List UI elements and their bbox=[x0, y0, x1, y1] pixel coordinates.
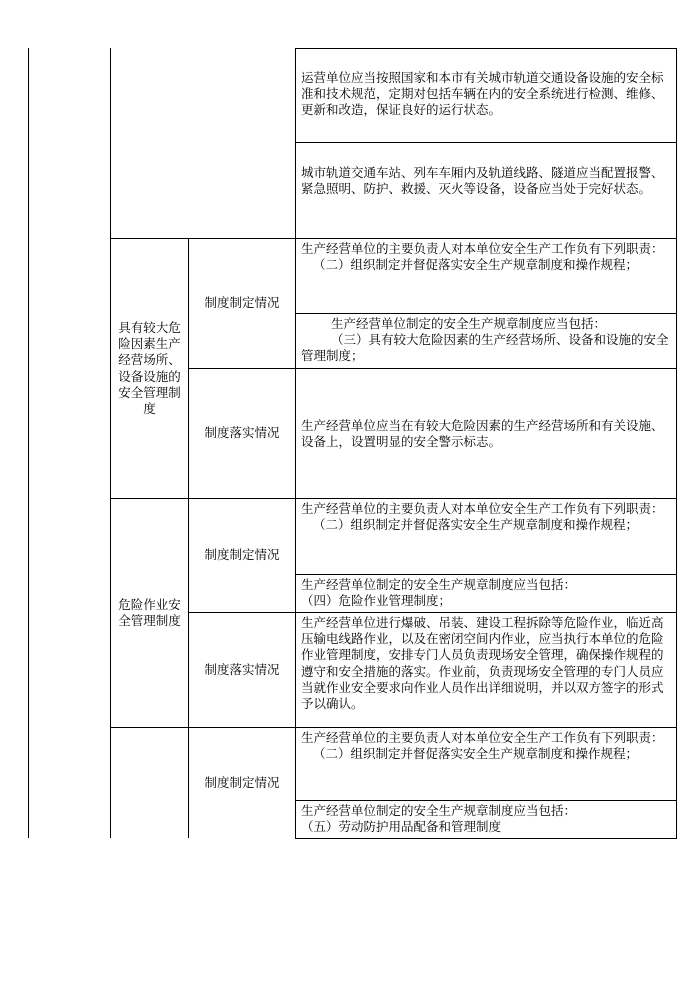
requirement-text: 生产经营单位的主要负责人对本单位安全生产工作负有下列职责： （二）组织制定并督促落实安全生产规章制度和操作规程； bbox=[301, 241, 664, 273]
requirement-text: 生产经营单位制定的安全生产规章制度应当包括： （四）危险作业管理制度； bbox=[301, 577, 577, 609]
category-cell bbox=[111, 239, 188, 498]
subcategory-label: 制度落实情况 bbox=[204, 425, 280, 441]
subcategory-label: 制度落实情况 bbox=[204, 661, 280, 677]
row-line bbox=[295, 142, 677, 143]
subcategory-cell bbox=[189, 613, 295, 727]
requirement-text: 运营单位应当按照国家和本市有关城市轨道交通设备设施的安全标准和技术规范，定期对包括车辆在内的安全系统进行检测、维修、更新和改造，保证良好的运行状态。 bbox=[301, 70, 664, 118]
category-label: 危险作业安全管理制度 bbox=[118, 596, 181, 628]
row-line bbox=[295, 48, 677, 49]
requirement-text: 生产经营单位制定的安全生产规章制度应当包括： （五）劳动防护用品配备和管理制度 bbox=[301, 803, 577, 835]
requirement-text: 生产经营单位应当在有较大危险因素的生产经营场所和有关设施、设备上，设置明显的安全警示标志。 bbox=[301, 418, 664, 450]
row-line bbox=[295, 574, 677, 575]
requirement-text: 生产经营单位制定的安全生产规章制度应当包括： （三）具有较大危险因素的生产经营场所、设备和设施的安全管理制度； bbox=[301, 316, 669, 364]
table-border-left bbox=[28, 48, 29, 838]
subcategory-label: 制度制定情况 bbox=[204, 547, 280, 563]
subcategory-cell bbox=[189, 499, 295, 612]
category-label: 具有较大危险因素生产经营场所、设备设施的安全管理制度 bbox=[118, 319, 181, 416]
table-bottom-border bbox=[295, 838, 677, 839]
category-cell bbox=[111, 499, 188, 727]
subcategory-cell bbox=[189, 239, 295, 368]
category-cell bbox=[111, 728, 188, 838]
column-divider-3 bbox=[295, 48, 296, 838]
subcategory-label: 制度制定情况 bbox=[204, 295, 280, 311]
subcategory-cell bbox=[189, 728, 295, 838]
row-line bbox=[295, 800, 677, 801]
subcategory-label: 制度制定情况 bbox=[204, 774, 280, 790]
requirement-text: 生产经营单位的主要负责人对本单位安全生产工作负有下列职责： （二）组织制定并督促落实安全生产规章制度和操作规程； bbox=[301, 730, 664, 762]
requirement-text: 生产经营单位进行爆破、吊装、建设工程拆除等危险作业，临近高压输电线路作业，以及在密闭空间内作业，应当执行本单位的危险作业管理制度，安排专门人员负责现场安全管理，确保操作规程的遵守和安全措施的落实。作业前，负责现场安全管理的专门人员应当就作业安全要求向作业人员作出详细说明，并以双方签字的形式予以确认。 bbox=[301, 615, 664, 712]
table-border-right bbox=[676, 48, 677, 838]
subcategory-cell bbox=[189, 369, 295, 498]
requirement-text: 城市轨道交通车站、列车车厢内及轨道线路、隧道应当配置报警、紧急照明、防护、救援、灭火等设备，设备应当处于完好状态。 bbox=[301, 165, 664, 197]
row-line bbox=[295, 313, 677, 314]
requirement-text: 生产经营单位的主要负责人对本单位安全生产工作负有下列职责： （二）组织制定并督促落实安全生产规章制度和操作规程； bbox=[301, 501, 664, 533]
